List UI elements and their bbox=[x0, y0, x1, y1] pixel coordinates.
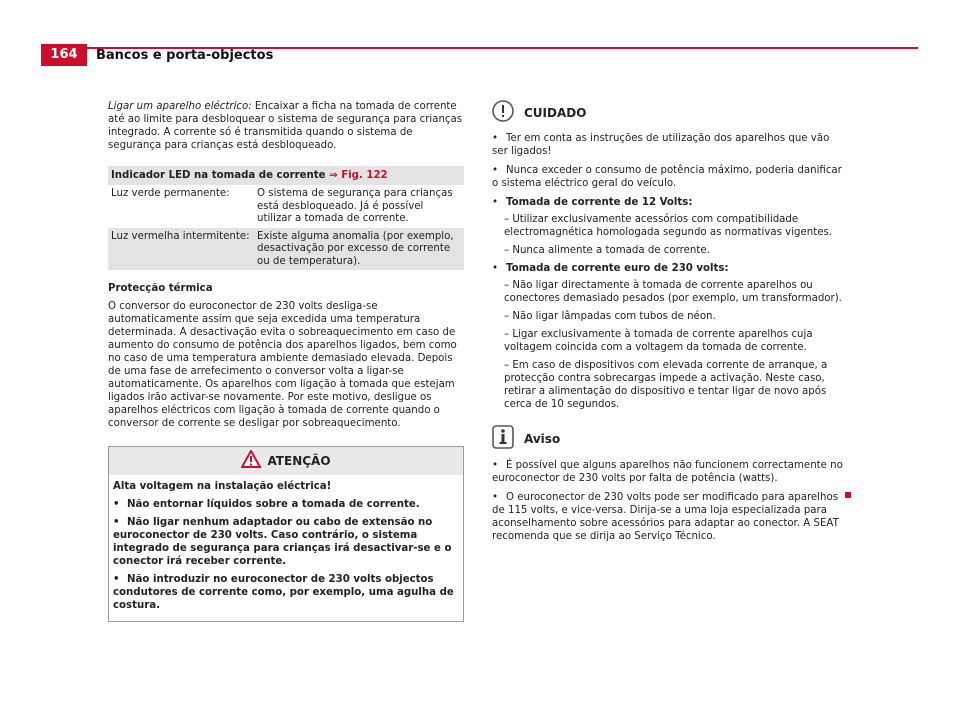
led-table-header bbox=[108, 166, 464, 185]
note-title: Aviso bbox=[524, 431, 561, 446]
figure-reference-link[interactable]: ⇒ Fig. 122 bbox=[329, 170, 388, 181]
sub-item-text: Não ligar directamente à tomada de corrente aparelhos ou conectores demasiado pesados (por exemplo, um transformador). bbox=[504, 280, 842, 304]
caution-title: CUIDADO bbox=[524, 105, 587, 120]
sub-list-item: – Não ligar directamente à tomada de corrente aparelhos ou conectores demasiado pesados (por exemplo, um transformador). bbox=[504, 280, 842, 304]
warning-triangle-icon bbox=[241, 450, 261, 472]
warning-body bbox=[109, 475, 463, 621]
sub-list-item: – Ligar exclusivamente à tomada de corrente aparelhos cuja voltagem coincida com a voltagem da tomada de corrente. bbox=[504, 329, 813, 353]
info-icon bbox=[492, 425, 514, 453]
right-column bbox=[492, 100, 846, 549]
intro-text: Encaixar a ficha na tomada de corrente até ao limite para desbloquear o sistema de segurança para crianças integrado. A corrente só é transmitida quando o sistema de segurança para crianças está desbloqueado. bbox=[108, 101, 463, 151]
thermal-heading: Protecção térmica bbox=[108, 283, 213, 294]
intro-paragraph bbox=[108, 100, 464, 152]
table-row bbox=[108, 228, 464, 271]
intro-lead: Ligar um aparelho eléctrico: bbox=[108, 101, 252, 112]
caution-item-text: Ter em conta as instruções de utilização dos aparelhos que vão ser ligados! bbox=[492, 133, 830, 157]
left-column bbox=[108, 100, 464, 622]
row-label: Luz vermelha intermitente: bbox=[108, 228, 254, 271]
led-table-title: Indicador LED na tomada de corrente bbox=[111, 170, 326, 181]
table-row bbox=[108, 185, 464, 228]
note-item-text: O euroconector de 230 volts pode ser modificado para aparelhos de 115 volts, e vice-versa. Dirija-se a uma loja especializada para aconselhamento sobre acessórios para adaptar ao conector. A SEAT recomenda que se dirija ao Serviço Técnico. bbox=[492, 492, 839, 542]
led-indicator-table bbox=[108, 166, 464, 270]
sub-item-text: Não ligar lâmpadas com tubos de néon. bbox=[512, 311, 716, 322]
caution-header bbox=[492, 100, 846, 126]
note-header bbox=[492, 425, 846, 453]
section-end-marker bbox=[845, 492, 851, 498]
list-item: • Não ligar nenhum adaptador ou cabo de extensão no euroconector de 230 volts. Caso contrário, o sistema integrado de segurança para crianças irá desactivar-se e o conector irá receber corrente. bbox=[113, 517, 452, 567]
warning-header bbox=[109, 447, 463, 475]
warning-item-text: Não introduzir no euroconector de 230 volts objectos condutores de corrente como, por exemplo, uma agulha de costura. bbox=[113, 574, 454, 611]
caution-item-text: Nunca exceder o consumo de potência máximo, poderia danificar o sistema eléctrico geral do veículo. bbox=[492, 165, 842, 189]
row-value: Existe alguma anomalia (por exemplo, desactivação por excesso de corrente ou de temperatura). bbox=[254, 228, 464, 271]
page-title: Bancos e porta-objectos bbox=[96, 48, 274, 63]
sub-list-item: – Nunca alimente a tomada de corrente. bbox=[504, 245, 710, 256]
row-label: Luz verde permanente: bbox=[111, 188, 230, 199]
page-number: 164 bbox=[41, 44, 87, 66]
sub-list-item: – Em caso de dispositivos com elevada corrente de arranque, a protecção contra sobrecargas impede a activação. Neste caso, retirar a alimentação do dispositivo e tentar ligar de novo após cerca de 10 segundos. bbox=[504, 360, 828, 410]
list-item: • Não entornar líquidos sobre a tomada de corrente. bbox=[113, 499, 420, 510]
exclamation-icon bbox=[492, 100, 514, 126]
warning-item-text: Não ligar nenhum adaptador ou cabo de extensão no euroconector de 230 volts. Caso contrário, o sistema integrado de segurança para crianças irá desactivar-se e o conector irá receber corrente. bbox=[113, 517, 452, 567]
note-item-text: É possível que alguns aparelhos não funcionem correctamente no euroconector de 230 volts por falta de potência (watts). bbox=[492, 460, 843, 484]
socket-230v-heading: Tomada de corrente euro de 230 volts: bbox=[506, 263, 729, 274]
list-item: • O euroconector de 230 volts pode ser modificado para aparelhos de 115 volts, e vice-versa. Dirija-se a uma loja especializada para aconselhamento sobre acessórios para adaptar ao conector. A SEAT recomenda que se dirija ao Serviço Técnico. bbox=[492, 492, 839, 542]
sub-list-item: – Não ligar lâmpadas com tubos de néon. bbox=[504, 311, 716, 322]
list-item: • É possível que alguns aparelhos não funcionem correctamente no euroconector de 230 volts por falta de potência (watts). bbox=[492, 460, 843, 484]
thermal-paragraph: O conversor do euroconector de 230 volts desliga-se automaticamente assim que seja excedida uma temperatura determinada. A desactivação evita o sobreaquecimento em caso de aumento do consumo de potência dos aparelhos ligados, bem como no caso de uma temperatura ambiente demasiado elevada. Depois de uma fase de arrefecimento o conversor volta a ligar-se automaticamente. Os aparelhos com ligação à tomada que estejam ligados irão activar-se novamente. Por este motivo, desligue os aparelhos eléctricos com ligação à tomada de corrente quando o conversor de corrente se desligar por sobreaquecimento. bbox=[108, 301, 457, 429]
list-item: • Tomada de corrente de 12 Volts: bbox=[492, 197, 693, 208]
warning-lead: Alta voltagem na instalação eléctrica! bbox=[113, 481, 332, 492]
warning-item-text: Não entornar líquidos sobre a tomada de corrente. bbox=[127, 499, 420, 510]
list-item: • Ter em conta as instruções de utilização dos aparelhos que vão ser ligados! bbox=[492, 133, 830, 157]
sub-item-text: Utilizar exclusivamente acessórios com compatibilidade electromagnética homologada segundo as normativas vigentes. bbox=[504, 214, 833, 238]
warning-box bbox=[108, 446, 464, 622]
sub-item-text: Nunca alimente a tomada de corrente. bbox=[512, 245, 710, 256]
sub-item-text: Ligar exclusivamente à tomada de corrente aparelhos cuja voltagem coincida com a voltagem da tomada de corrente. bbox=[504, 329, 813, 353]
sub-list-item: – Utilizar exclusivamente acessórios com compatibilidade electromagnética homologada segundo as normativas vigentes. bbox=[504, 214, 833, 238]
socket-12v-heading: Tomada de corrente de 12 Volts: bbox=[506, 197, 693, 208]
list-item: • Nunca exceder o consumo de potência máximo, poderia danificar o sistema eléctrico geral do veículo. bbox=[492, 165, 842, 189]
row-value: O sistema de segurança para crianças está desbloqueado. Já é possível utilizar a tomada de corrente. bbox=[257, 188, 453, 224]
sub-item-text: Em caso de dispositivos com elevada corrente de arranque, a protecção contra sobrecargas impede a activação. Neste caso, retirar a alimentação do dispositivo e tentar ligar de novo após cerca de 10 segundos. bbox=[504, 360, 828, 410]
list-item: • Tomada de corrente euro de 230 volts: bbox=[492, 263, 729, 274]
list-item: • Não introduzir no euroconector de 230 volts objectos condutores de corrente como, por exemplo, uma agulha de costura. bbox=[113, 574, 454, 611]
warning-title: ATENÇÃO bbox=[267, 453, 331, 468]
